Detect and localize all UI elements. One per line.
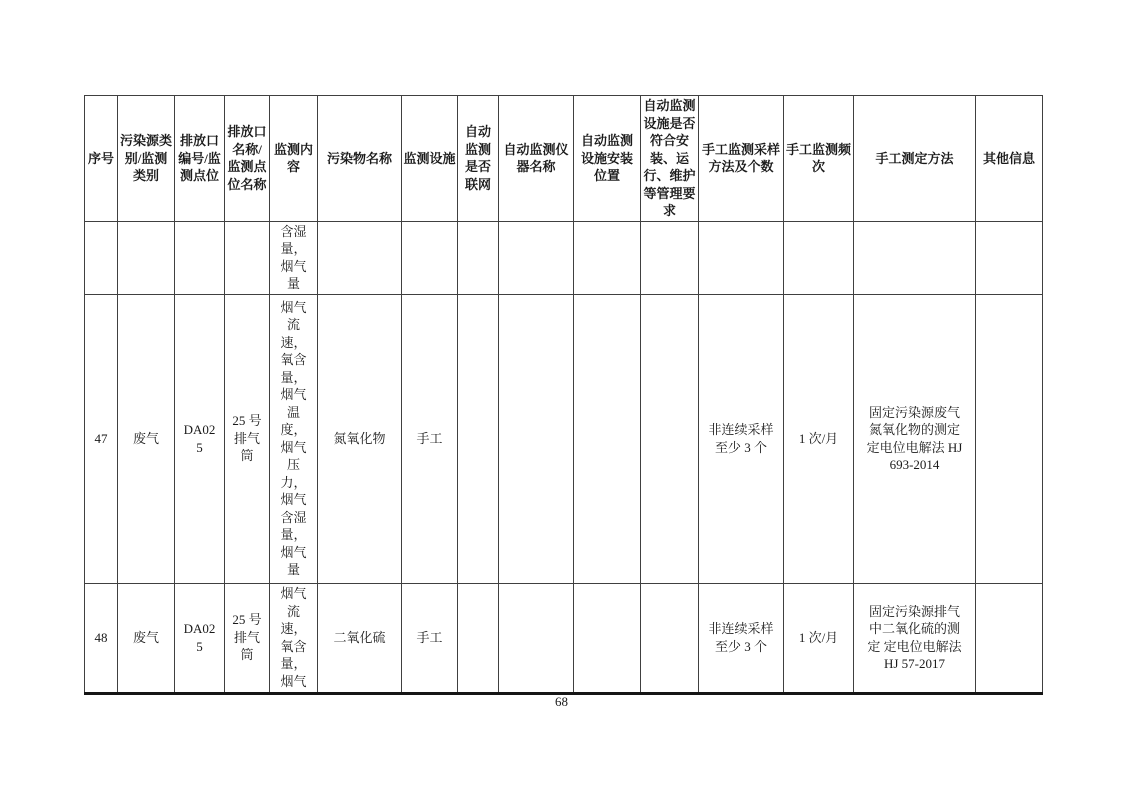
table-cell: 固定污染源排气中二氧化硫的测定 定电位电解法 HJ 57-2017	[854, 583, 976, 693]
column-header: 污染源类别/监测类别	[118, 96, 175, 222]
table-cell: 废气	[118, 294, 175, 583]
column-header: 手工监测采样方法及个数	[699, 96, 784, 222]
table-cell: 废气	[118, 583, 175, 693]
header-row	[85, 96, 1043, 222]
table-cell	[499, 221, 574, 294]
table-cell: 含湿量，烟气量	[270, 221, 318, 294]
table-cell	[85, 221, 118, 294]
column-header: 手工监测频次	[784, 96, 854, 222]
page-number: 68	[555, 694, 568, 709]
table-cell: 1 次/月	[784, 583, 854, 693]
table-cell	[175, 221, 225, 294]
column-header: 监测设施	[402, 96, 458, 222]
table-cell	[499, 583, 574, 693]
table-cell	[854, 221, 976, 294]
table-cell	[499, 294, 574, 583]
table-cell: DA025	[175, 583, 225, 693]
column-header: 其他信息	[976, 96, 1043, 222]
table-cell	[641, 583, 699, 693]
column-header: 自动监测仪器名称	[499, 96, 574, 222]
table-cell: 氮氧化物	[318, 294, 402, 583]
table-cell	[118, 221, 175, 294]
column-header: 自动监测设施安装位置	[574, 96, 641, 222]
table-cell: DA025	[175, 294, 225, 583]
table-cell	[976, 221, 1043, 294]
column-header: 污染物名称	[318, 96, 402, 222]
table-cell: 48	[85, 583, 118, 693]
table-cell	[574, 583, 641, 693]
column-header: 监测内容	[270, 96, 318, 222]
column-header: 自动监测设施是否符合安装、运行、维护等管理要求	[641, 96, 699, 222]
table-cell: 1 次/月	[784, 294, 854, 583]
table-cell: 手工	[402, 583, 458, 693]
table-cell	[225, 221, 270, 294]
table-cell: 二氧化硫	[318, 583, 402, 693]
table-cell	[458, 294, 499, 583]
table-cell	[641, 221, 699, 294]
table-cell	[458, 221, 499, 294]
table-cell	[784, 221, 854, 294]
column-header: 手工测定方法	[854, 96, 976, 222]
column-header: 自动监测是否联网	[458, 96, 499, 222]
table-cell	[458, 583, 499, 693]
table-cell: 47	[85, 294, 118, 583]
table-cell: 25 号排气筒	[225, 294, 270, 583]
table-cell	[574, 221, 641, 294]
table-cell: 烟气流速，氧含量，烟气温度，烟气压力，烟气含湿量，烟气量	[270, 294, 318, 583]
table-cell: 烟气流速，氧含量，烟气	[270, 583, 318, 693]
table-body	[85, 221, 1043, 693]
column-header: 排放口名称/监测点位名称	[225, 96, 270, 222]
table-cell: 固定污染源废气氮氧化物的测定 定电位电解法 HJ 693-2014	[854, 294, 976, 583]
column-header: 排放口编号/监测点位	[175, 96, 225, 222]
table-row	[85, 221, 1043, 294]
table-cell: 非连续采样至少 3 个	[699, 583, 784, 693]
table-cell: 非连续采样至少 3 个	[699, 294, 784, 583]
table-row	[85, 583, 1043, 693]
table-header	[85, 96, 1043, 222]
table-cell	[574, 294, 641, 583]
table-cell	[699, 221, 784, 294]
monitoring-plan-table	[84, 95, 1043, 695]
table-row	[85, 294, 1043, 583]
table-cell	[976, 294, 1043, 583]
table-cell	[641, 294, 699, 583]
table-cell	[976, 583, 1043, 693]
table-cell: 25 号排气筒	[225, 583, 270, 693]
table-cell	[402, 221, 458, 294]
column-header: 序号	[85, 96, 118, 222]
table-cell	[318, 221, 402, 294]
table-cell: 手工	[402, 294, 458, 583]
